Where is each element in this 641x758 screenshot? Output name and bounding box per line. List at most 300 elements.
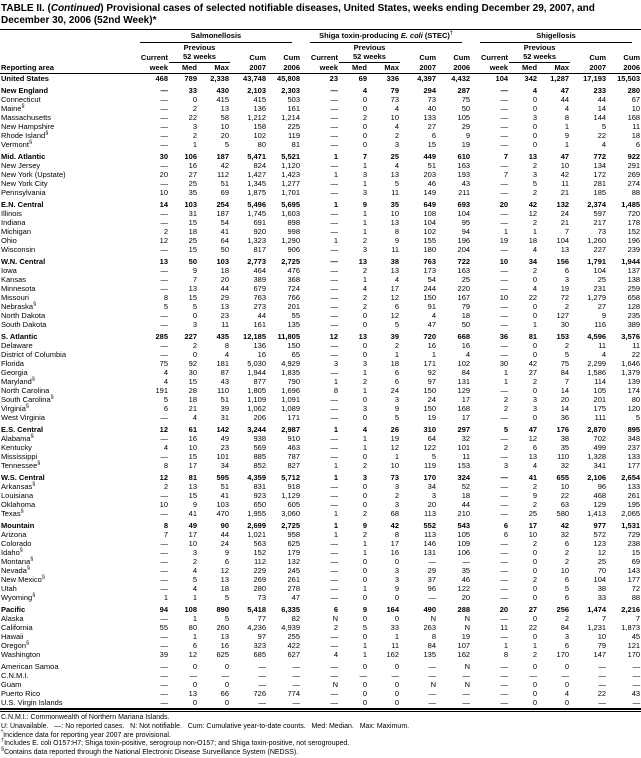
value-cell: 0 (394, 614, 399, 623)
value-cell: 255 (287, 632, 300, 641)
value-cell: 0 (192, 680, 197, 689)
value-cell: 722 (457, 257, 471, 266)
value-cell: 25 (597, 557, 607, 566)
value-cell: 19 (560, 284, 570, 293)
value-cell: 1,955 (247, 509, 266, 518)
reporting-area-cell: California (1, 623, 33, 632)
notifiable-diseases-table (0, 31, 641, 707)
value-cell: — (258, 662, 266, 671)
value-cell: — (160, 671, 168, 680)
table-row (0, 413, 641, 422)
table-row (0, 320, 641, 329)
value-cell: — (160, 662, 168, 671)
value-cell: 1,873 (621, 623, 641, 632)
value-cell: 161 (287, 104, 300, 113)
value-cell: 1 (362, 539, 367, 548)
value-cell: 0 (362, 452, 367, 461)
value-cell: 15,503 (617, 74, 641, 83)
value-cell: — (330, 482, 338, 491)
value-cell: 4 (532, 86, 538, 95)
table-row (0, 179, 641, 188)
value-cell: 4,397 (417, 74, 436, 83)
value-cell: — (160, 566, 168, 575)
value-cell: 80 (188, 623, 197, 632)
value-cell: 96 (427, 584, 436, 593)
value-cell: 563 (253, 539, 266, 548)
value-cell: 187 (216, 209, 229, 218)
reporting-area-cell: Idaho§ (1, 547, 23, 557)
value-cell: 41 (188, 509, 197, 518)
value-cell: 16 (257, 350, 266, 359)
reporting-area-cell: West Virginia (1, 413, 45, 422)
value-cell: — (258, 680, 266, 689)
value-cell: 0 (532, 614, 538, 623)
value-cell: 1,696 (281, 386, 300, 395)
value-cell: 10 (390, 209, 399, 218)
value-cell: — (330, 227, 338, 236)
reporting-area-cell: Mississippi (1, 452, 38, 461)
value-cell: N (332, 614, 338, 623)
value-cell: 171 (287, 413, 300, 422)
value-cell: 82 (291, 614, 300, 623)
value-cell: — (330, 341, 338, 350)
value-cell: 41 (528, 473, 538, 482)
value-cell: 32 (560, 461, 570, 470)
table-row (0, 593, 641, 602)
value-cell: 136 (253, 341, 266, 350)
table-title-continued: Continued (50, 3, 101, 14)
value-cell: 24 (220, 539, 229, 548)
value-cell: 25 (188, 236, 197, 245)
value-cell: 0 (224, 680, 229, 689)
value-cell: 13 (188, 482, 197, 491)
value-cell: 572 (593, 530, 607, 539)
reporting-area-cell: Mountain (1, 521, 35, 530)
value-cell: 3 (333, 359, 338, 368)
value-cell: 2,216 (621, 605, 641, 614)
value-cell: 54 (220, 218, 229, 227)
value-cell: 10 (560, 161, 570, 170)
value-cell: 7 (564, 377, 570, 386)
value-cell: 8 (431, 632, 436, 641)
reporting-area-cell: Illinois (1, 209, 22, 218)
value-cell: 12,185 (243, 332, 266, 341)
value-cell: 7 (564, 227, 570, 236)
value-cell: 1,427 (247, 170, 266, 179)
value-cell: 41 (220, 227, 229, 236)
value-cell: 763 (253, 293, 266, 302)
reporting-area-cell: Ohio (1, 236, 17, 245)
value-cell: 84 (461, 368, 471, 377)
value-cell: 170 (423, 473, 436, 482)
value-cell: 51 (220, 395, 229, 404)
value-cell: 44 (220, 530, 229, 539)
value-cell: 20 (159, 170, 168, 179)
reporting-area-cell: Texas§ (1, 508, 24, 518)
value-cell: 95 (461, 218, 471, 227)
value-cell: 0 (532, 689, 538, 698)
value-cell: 58 (220, 113, 229, 122)
value-cell: 1 (503, 377, 509, 386)
value-cell: — (330, 86, 338, 95)
value-cell: 422 (287, 641, 300, 650)
value-cell: 65 (291, 350, 300, 359)
table-row (0, 482, 641, 491)
value-cell: 75 (461, 95, 471, 104)
value-cell: 4 (163, 368, 168, 377)
value-cell: 8 (503, 650, 509, 659)
value-cell: — (500, 350, 509, 359)
value-cell: 107 (457, 641, 471, 650)
value-cell: 1,531 (621, 521, 641, 530)
value-cell: — (500, 614, 509, 623)
value-cell: — (428, 698, 436, 707)
value-cell: 817 (253, 245, 266, 254)
value-cell: 1 (333, 377, 338, 386)
value-cell: 5,030 (247, 359, 266, 368)
table-row (0, 83, 641, 95)
value-cell: 898 (287, 218, 300, 227)
value-cell: 10 (597, 632, 607, 641)
value-cell: 3 (362, 188, 367, 197)
value-cell: 3 (394, 140, 399, 149)
value-cell: 1 (532, 320, 538, 329)
value-cell: 109 (457, 539, 471, 548)
reporting-area-cell: C.N.M.I. (1, 671, 29, 680)
value-cell: 64 (220, 236, 229, 245)
value-cell: 174 (627, 386, 641, 395)
value-cell: 73 (390, 473, 399, 482)
value-cell: 260 (216, 623, 229, 632)
value-cell: — (500, 689, 509, 698)
value-cell: 54 (427, 275, 436, 284)
reporting-area-cell: Arkansas§ (1, 481, 36, 491)
value-cell: — (160, 689, 168, 698)
value-cell: 13 (528, 152, 538, 161)
header-spacer (0, 31, 131, 43)
value-cell: 52 (461, 482, 471, 491)
value-cell: 13 (358, 257, 367, 266)
value-cell: 15 (188, 293, 197, 302)
value-cell: 4 (394, 104, 399, 113)
value-cell: 430 (216, 86, 229, 95)
value-cell: 129 (457, 386, 471, 395)
value-cell: 36 (499, 332, 509, 341)
value-cell: 1,328 (587, 452, 607, 461)
value-cell: 2,725 (281, 257, 300, 266)
value-cell: 18 (390, 359, 399, 368)
value-cell: 20 (220, 131, 229, 140)
value-cell: 102 (457, 359, 471, 368)
value-cell: 4,939 (281, 623, 300, 632)
value-cell: — (500, 539, 509, 548)
value-cell: — (500, 491, 509, 500)
value-cell: 11 (391, 245, 399, 254)
value-cell: 0 (362, 689, 367, 698)
reporting-area-cell: Alaska (1, 614, 24, 623)
med-header: Med (169, 62, 198, 74)
value-cell: 1 (192, 614, 197, 623)
value-cell: 824 (253, 161, 266, 170)
value-cell: — (500, 632, 509, 641)
value-cell: 2,065 (621, 509, 641, 518)
value-cell: 580 (556, 509, 570, 518)
value-cell: 6 (163, 404, 168, 413)
value-cell: 31 (188, 209, 197, 218)
value-cell: 114 (594, 377, 607, 386)
value-cell: 910 (287, 434, 300, 443)
value-cell: 27 (528, 605, 538, 614)
table-row (0, 680, 641, 689)
value-cell: 503 (287, 95, 300, 104)
value-cell: — (632, 698, 641, 707)
value-cell: 103 (216, 257, 229, 266)
max-header: Max (368, 62, 400, 74)
header-previous-row (0, 43, 641, 53)
value-cell: 91 (427, 302, 436, 311)
value-cell: 693 (457, 200, 471, 209)
header-spacer (607, 43, 641, 53)
value-cell: 6 (394, 302, 399, 311)
value-cell: — (292, 680, 300, 689)
value-cell: 55 (159, 623, 168, 632)
value-cell: 273 (253, 302, 266, 311)
value-cell: 132 (556, 200, 570, 209)
y2006-header: 2006 (267, 62, 301, 74)
value-cell: 1,603 (281, 209, 300, 218)
value-cell: 44 (461, 500, 471, 509)
value-cell: 9 (394, 404, 399, 413)
value-cell: 1,413 (587, 509, 607, 518)
value-cell: 73 (427, 95, 436, 104)
value-cell: — (292, 698, 300, 707)
value-cell: 4 (362, 284, 367, 293)
value-cell: — (160, 698, 168, 707)
value-cell: 342 (524, 74, 538, 83)
value-cell: 233 (593, 86, 607, 95)
value-cell: 23 (329, 74, 338, 83)
value-cell: 0 (362, 95, 367, 104)
value-cell: 5 (192, 575, 197, 584)
value-cell: 147 (593, 650, 607, 659)
value-cell: 0 (532, 698, 538, 707)
value-cell: 0 (532, 140, 538, 149)
reporting-area-cell: Missouri (1, 293, 29, 302)
value-cell: — (330, 218, 338, 227)
header-spacer (230, 43, 267, 53)
value-cell: — (500, 500, 509, 509)
value-cell: 1 (362, 209, 367, 218)
value-cell: — (500, 386, 509, 395)
value-cell: 84 (427, 641, 436, 650)
value-cell: 4,432 (451, 74, 471, 83)
value-cell: 13 (188, 689, 197, 698)
table-row (0, 461, 641, 470)
value-cell: 12 (528, 209, 538, 218)
value-cell: 4,929 (281, 359, 300, 368)
reporting-area-cell: Maine§ (1, 103, 25, 113)
value-cell: 0 (224, 662, 229, 671)
reporting-area-cell: Oklahoma (1, 500, 36, 509)
value-cell: 766 (287, 293, 300, 302)
value-cell: 106 (457, 548, 471, 557)
value-cell: 201 (593, 395, 607, 404)
value-cell: 47 (560, 86, 570, 95)
value-cell: 269 (253, 575, 266, 584)
table-row (0, 161, 641, 170)
value-cell: 20 (427, 500, 436, 509)
value-cell: — (160, 413, 168, 422)
value-cell: 552 (423, 521, 436, 530)
value-cell: 81 (291, 140, 300, 149)
reporting-area-cell: Rhode Island§ (1, 130, 49, 140)
value-cell: 5 (163, 302, 168, 311)
value-cell: 1 (333, 461, 338, 470)
value-cell: 162 (386, 650, 399, 659)
previous-header: Previous (183, 42, 216, 52)
value-cell: — (462, 698, 471, 707)
value-cell: 51 (220, 179, 229, 188)
value-cell: 19 (499, 236, 509, 245)
value-cell: 1,423 (281, 170, 300, 179)
value-cell: 163 (457, 266, 471, 275)
value-cell: 4 (431, 311, 436, 320)
value-cell: 31 (220, 413, 229, 422)
table-row (0, 650, 641, 659)
value-cell: 152 (253, 548, 266, 557)
value-cell: 16 (461, 341, 471, 350)
value-cell: 3 (564, 275, 570, 284)
value-cell: — (500, 473, 509, 482)
value-cell: — (330, 275, 338, 284)
value-cell: 269 (627, 170, 641, 179)
reporting-area-cell: District of Columbia (1, 350, 67, 359)
area-footnote-marker: § (26, 565, 30, 572)
value-cell: 4 (601, 350, 607, 359)
table-row (0, 275, 641, 284)
table-row (0, 293, 641, 302)
value-cell: 220 (457, 284, 471, 293)
value-cell: 0 (564, 662, 570, 671)
value-cell: 261 (287, 575, 300, 584)
footnote-text: U: Unavailable. —: No reported cases. N: Not notifiable. Cum: Cumulative year-to-date counts. Med: Median. Max: Maximum. (1, 722, 410, 730)
value-cell: 0 (362, 491, 367, 500)
value-cell: N (464, 680, 471, 689)
value-cell: 685 (253, 650, 266, 659)
value-cell: 131 (457, 377, 471, 386)
value-cell: 9 (564, 131, 570, 140)
value-cell: 287 (457, 86, 471, 95)
table-row (0, 530, 641, 539)
table-row (0, 95, 641, 104)
value-cell: — (330, 548, 338, 557)
value-cell: 29 (427, 566, 436, 575)
value-cell: 133 (627, 482, 641, 491)
value-cell: 831 (253, 482, 266, 491)
value-cell: 17 (188, 530, 197, 539)
table-row (0, 632, 641, 641)
value-cell: 116 (594, 320, 607, 329)
value-cell: 2,870 (587, 425, 607, 434)
value-cell: — (330, 188, 338, 197)
value-cell: 176 (556, 425, 570, 434)
value-cell: 0 (394, 698, 399, 707)
value-cell: 7 (163, 530, 168, 539)
value-cell: 43 (461, 179, 471, 188)
value-cell: — (330, 368, 338, 377)
value-cell: 101 (457, 443, 471, 452)
value-cell: 595 (216, 473, 229, 482)
reporting-area-cell: Wyoming§ (1, 592, 36, 602)
value-cell: 47 (560, 152, 570, 161)
value-cell: 4 (333, 650, 338, 659)
value-cell: 0 (532, 386, 538, 395)
value-cell: — (500, 434, 509, 443)
value-cell: 12 (528, 434, 538, 443)
current-header: Current (140, 52, 168, 62)
value-cell: 17 (461, 395, 471, 404)
value-cell: 47 (291, 593, 300, 602)
value-cell: 50 (188, 257, 197, 266)
value-cell: 150 (423, 404, 436, 413)
value-cell: 42 (560, 521, 570, 530)
value-cell: 50 (461, 320, 471, 329)
value-cell: 11 (632, 122, 641, 131)
value-cell: 51 (427, 161, 436, 170)
table-body (0, 74, 641, 708)
value-cell: 310 (423, 425, 436, 434)
value-cell: 7 (362, 152, 367, 161)
value-cell: 27 (597, 302, 607, 311)
value-cell: 890 (216, 605, 229, 614)
value-cell: 0 (192, 350, 197, 359)
value-cell: 110 (217, 386, 229, 395)
value-cell: N (430, 614, 436, 623)
value-cell: 6 (532, 443, 538, 452)
value-cell: 12 (188, 650, 197, 659)
value-cell: 211 (458, 188, 471, 197)
value-cell: 4 (163, 377, 168, 386)
reporting-area-cell: Delaware (1, 341, 33, 350)
value-cell: 1 (362, 218, 367, 227)
table-row (0, 575, 641, 584)
value-cell: 17 (461, 413, 471, 422)
reporting-area-cell: New York City (1, 179, 48, 188)
week-header: week (131, 62, 169, 74)
value-cell: — (330, 209, 338, 218)
value-cell: 155 (423, 236, 436, 245)
value-cell: 468 (593, 491, 607, 500)
value-cell: 142 (216, 425, 229, 434)
value-cell: 2 (532, 218, 538, 227)
table-title (0, 3, 641, 30)
value-cell: 2 (192, 104, 197, 113)
value-cell: 1,279 (587, 293, 607, 302)
value-cell: 30 (159, 152, 168, 161)
value-cell: 729 (627, 530, 641, 539)
value-cell: 3 (362, 404, 367, 413)
table-row (0, 104, 641, 113)
value-cell: 0 (224, 698, 229, 707)
value-cell: 1,745 (247, 209, 266, 218)
area-footnote-marker: § (37, 460, 41, 467)
value-cell: 42 (220, 161, 229, 170)
value-cell: 4 (532, 284, 538, 293)
value-cell: 918 (287, 482, 300, 491)
value-cell: 1 (362, 275, 367, 284)
value-cell: 605 (287, 500, 300, 509)
value-cell: 132 (287, 557, 300, 566)
